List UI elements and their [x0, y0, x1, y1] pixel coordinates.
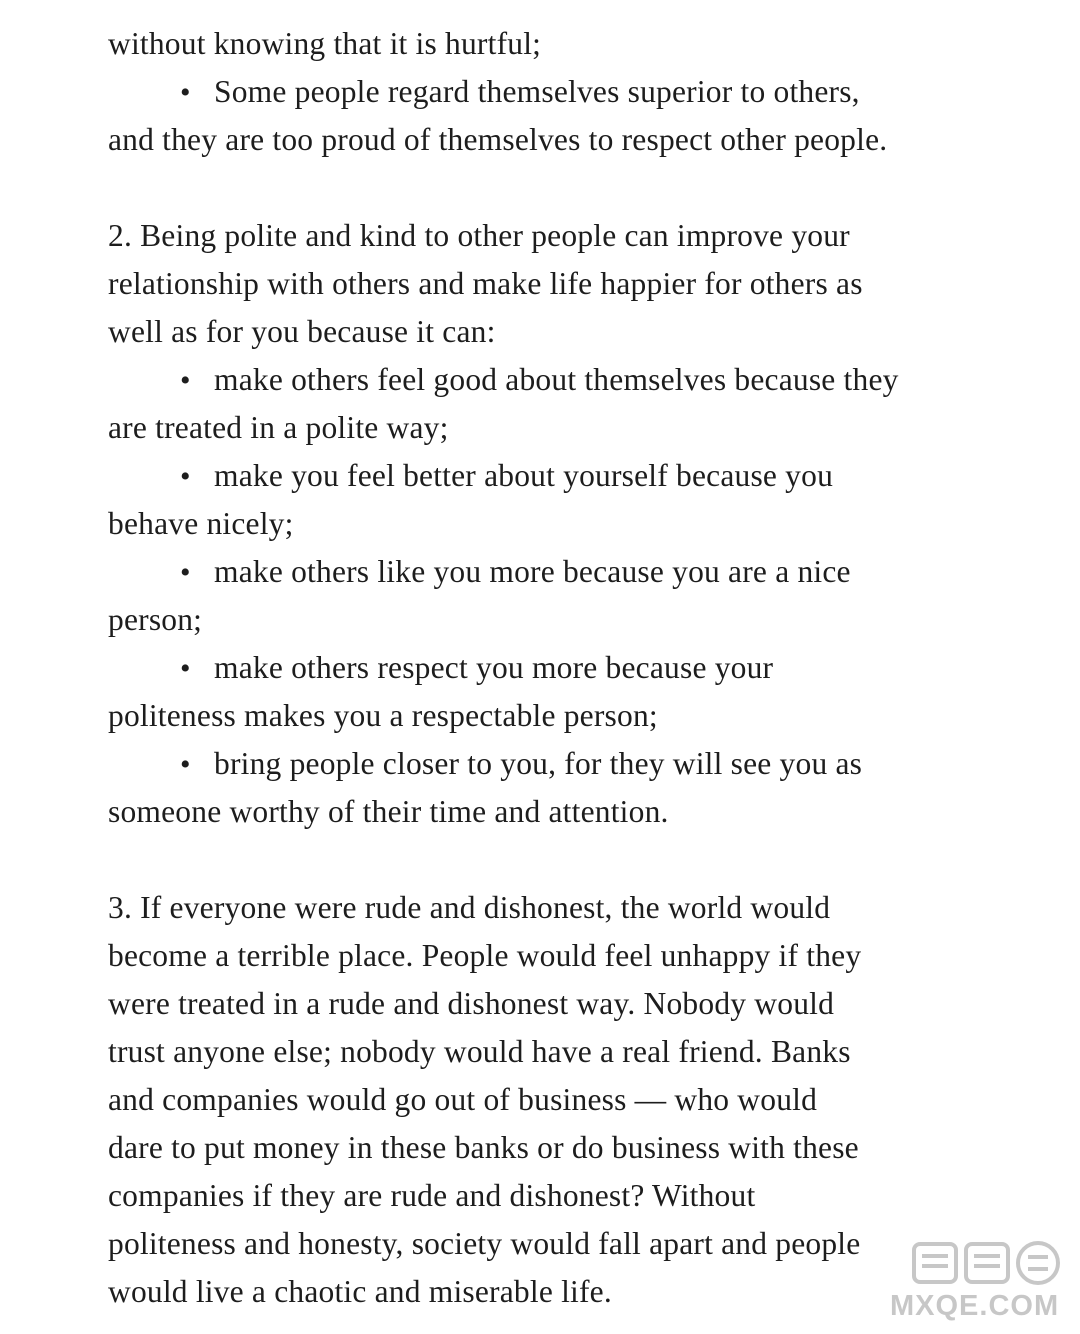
text-line: [108, 984, 834, 1024]
text-line: [108, 24, 541, 64]
bullet-point-icon: •: [180, 748, 191, 781]
line-text: 2. Being polite and kind to other people can improve your: [108, 218, 850, 253]
watermark-logo: [912, 1240, 1062, 1286]
watermark-site: MXQE.COM: [890, 1290, 1060, 1322]
text-line: [108, 1176, 755, 1216]
bullet-item: [180, 744, 862, 785]
text-line: [108, 408, 449, 448]
bullet-point-icon: •: [180, 364, 191, 397]
line-text: make others feel good about themselves because they: [214, 362, 899, 397]
line-text: relationship with others and make life happier for others as: [108, 266, 863, 301]
text-line: [108, 696, 658, 736]
text-line: [108, 1224, 860, 1264]
line-text: 3. If everyone were rude and dishonest, the world would: [108, 890, 831, 925]
line-text: are treated in a polite way;: [108, 410, 449, 445]
line-text: without knowing that it is hurtful;: [108, 26, 542, 61]
watermark: [890, 1240, 1070, 1326]
line-text: behave nicely;: [108, 506, 294, 541]
line-text: make others respect you more because your: [214, 650, 774, 685]
text-line: [108, 1272, 612, 1312]
text-line: [108, 600, 202, 640]
bullet-item: [180, 72, 860, 113]
line-text: person;: [108, 602, 203, 637]
text-line: [108, 216, 850, 256]
text-line: [108, 264, 863, 304]
line-text: politeness and honesty, society would fall apart and people: [108, 1226, 861, 1261]
bullet-point-icon: •: [180, 652, 191, 685]
line-text: make others like you more because you are a nice: [214, 554, 851, 589]
line-text: someone worthy of their time and attention.: [108, 794, 669, 829]
text-line: [108, 888, 830, 928]
line-text: Some people regard themselves superior to others,: [214, 74, 860, 109]
bullet-point-icon: •: [180, 556, 191, 589]
line-text: bring people closer to you, for they will see you as: [214, 746, 863, 781]
line-text: would live a chaotic and miserable life.: [108, 1274, 612, 1309]
bullet-item: [180, 360, 899, 401]
line-text: trust anyone else; nobody would have a real friend. Banks: [108, 1034, 851, 1069]
line-text: and they are too proud of themselves to respect other people.: [108, 122, 888, 157]
line-text: politeness makes you a respectable person;: [108, 698, 658, 733]
line-text: companies if they are rude and dishonest? Without: [108, 1178, 756, 1213]
text-line: [108, 936, 861, 976]
text-line: [108, 792, 669, 832]
line-text: make you feel better about yourself because you: [214, 458, 834, 493]
bullet-item: [180, 648, 773, 689]
bullet-point-icon: •: [180, 460, 191, 493]
line-text: dare to put money in these banks or do business with these: [108, 1130, 859, 1165]
line-text: well as for you because it can:: [108, 314, 496, 349]
text-line: [108, 504, 294, 544]
text-line: [108, 312, 496, 352]
text-line: [108, 1080, 817, 1120]
text-line: [108, 1032, 851, 1072]
text-line: [108, 120, 887, 160]
bullet-item: [180, 552, 851, 593]
bullet-point-icon: •: [180, 76, 191, 109]
bullet-item: [180, 456, 833, 497]
line-text: become a terrible place. People would feel unhappy if they: [108, 938, 862, 973]
text-line: [108, 1128, 859, 1168]
line-text: were treated in a rude and dishonest way. Nobody would: [108, 986, 835, 1021]
line-text: and companies would go out of business — who would: [108, 1082, 818, 1117]
